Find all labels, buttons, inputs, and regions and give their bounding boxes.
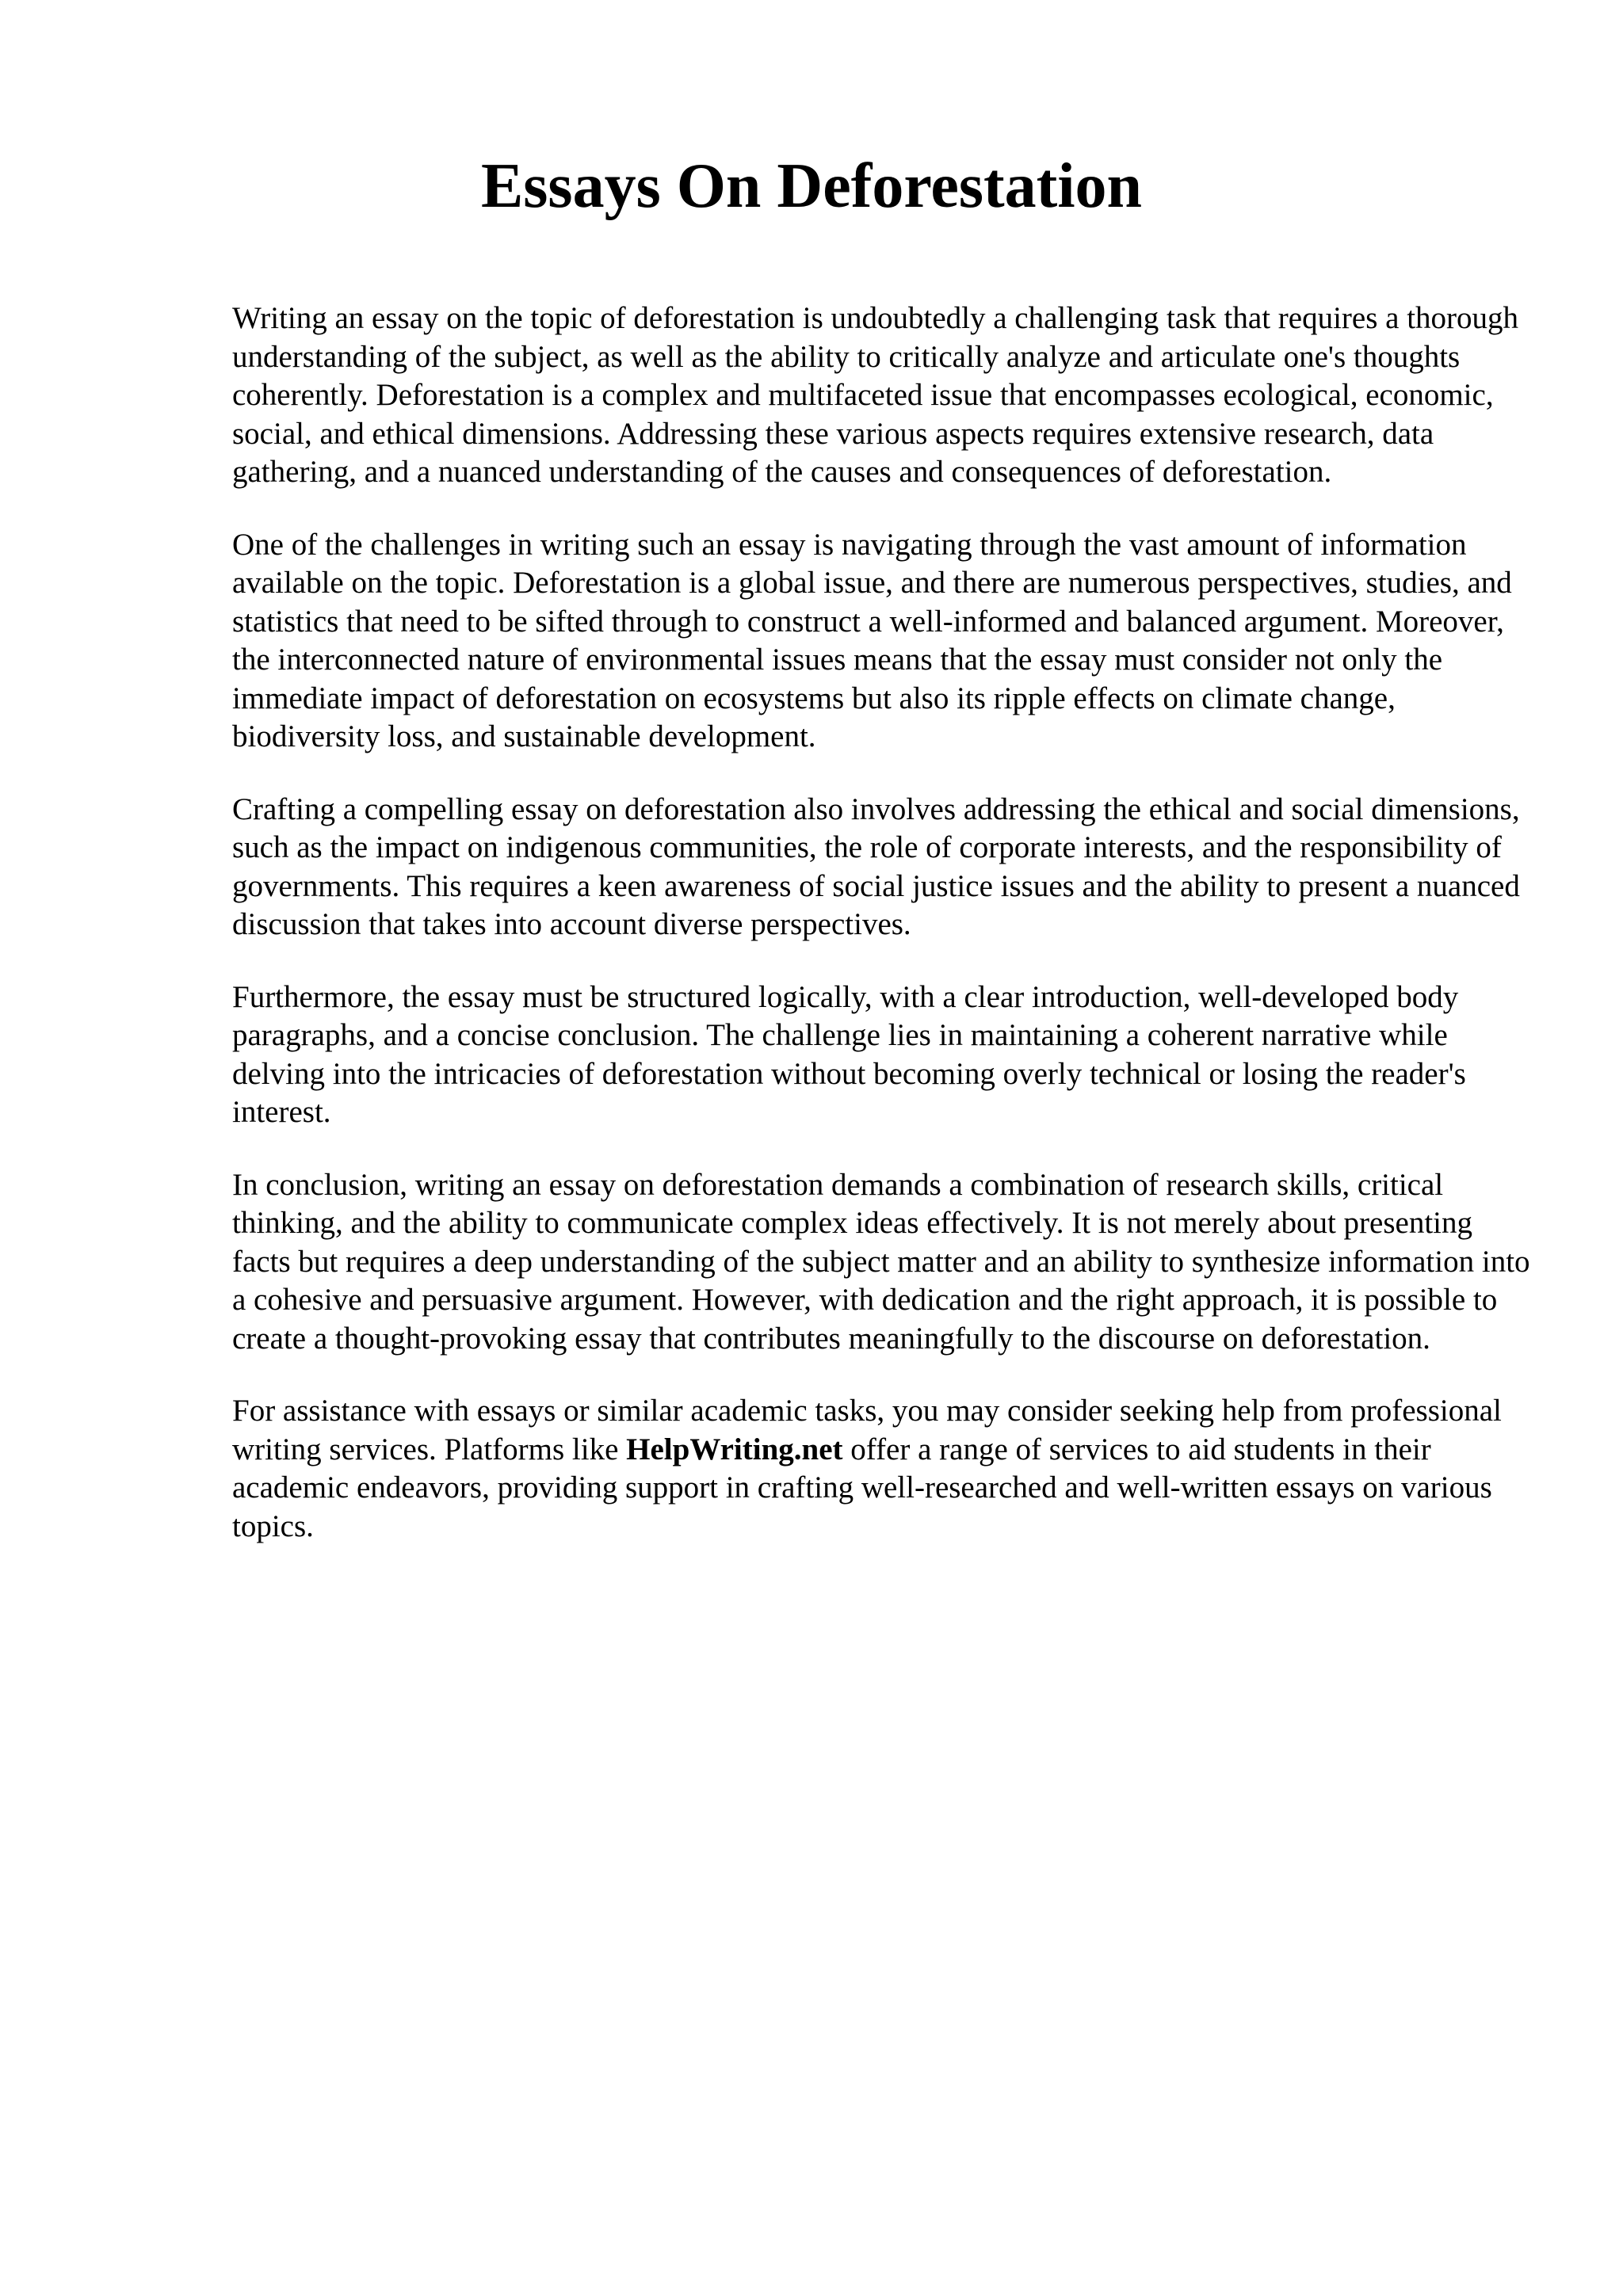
page-title: Essays On Deforestation (480, 151, 1143, 221)
helpwriting-link[interactable]: HelpWriting.net (626, 1432, 843, 1466)
paragraph-2: One of the challenges in writing such an essay is navigating through the vast amount of information available on the topic. Deforestation is a global issue, and there are numerous perspectives, studies, and statistics that need to be sifted through to construct a well-informed and balanced argument. Moreover, the interconnected nature of environmental issues means that the essay must consider not only the immediate impact of deforestation on ecosystems but also its ripple effects on climate change, biodiversity loss, and sustainable development. (232, 527, 1512, 753)
paragraph-6-outro: offer a range of services to aid students in their academic endeavors, providing support in crafting well-researched and well-written essays on various topics. (232, 1432, 1492, 1543)
paragraph-6-intro: For assistance with essays or similar academic tasks, you may consider seeking help from professional writing services. Platforms like (232, 1394, 1502, 1466)
paragraph-1: Writing an essay on the topic of deforestation is undoubtedly a challenging task that requires a thorough understanding of the subject, as well as the ability to critically analyze and articulate one's thoughts coherently. Deforestation is a complex and multifaceted issue that encompasses ecological, economic, social, and ethical dimensions. Addressing these various aspects requires extensive research, data gathering, and a nuanced understanding of the causes and consequences of deforestation. (232, 301, 1519, 489)
paragraph-3: Crafting a compelling essay on deforestation also involves addressing the ethical and social dimensions, such as the impact on indigenous communities, the role of corporate interests, and the responsibility of governments. This requires a keen awareness of social justice issues and the ability to present a nuanced discussion that takes into account diverse perspectives. (232, 791, 1520, 941)
paragraph-5: In conclusion, writing an essay on deforestation demands a combination of research skills, critical thinking, and the ability to communicate complex ideas effectively. It is not merely about presenting facts but requires a deep understanding of the subject matter and an ability to synthesize information into a cohesive and persuasive argument. However, with dedication and the right approach, it is possible to create a thought-provoking essay that contributes meaningfully to the discourse on deforestation. (232, 1167, 1530, 1356)
paragraph-4: Furthermore, the essay must be structured logically, with a clear introduction, well-developed body paragraphs, and a concise conclusion. The challenge lies in maintaining a coherent narrative while delving into the intricacies of deforestation without becoming overly technical or losing the reader's interest. (232, 979, 1466, 1129)
document-body (232, 299, 1532, 1580)
paragraph-6 (232, 1392, 1532, 1546)
